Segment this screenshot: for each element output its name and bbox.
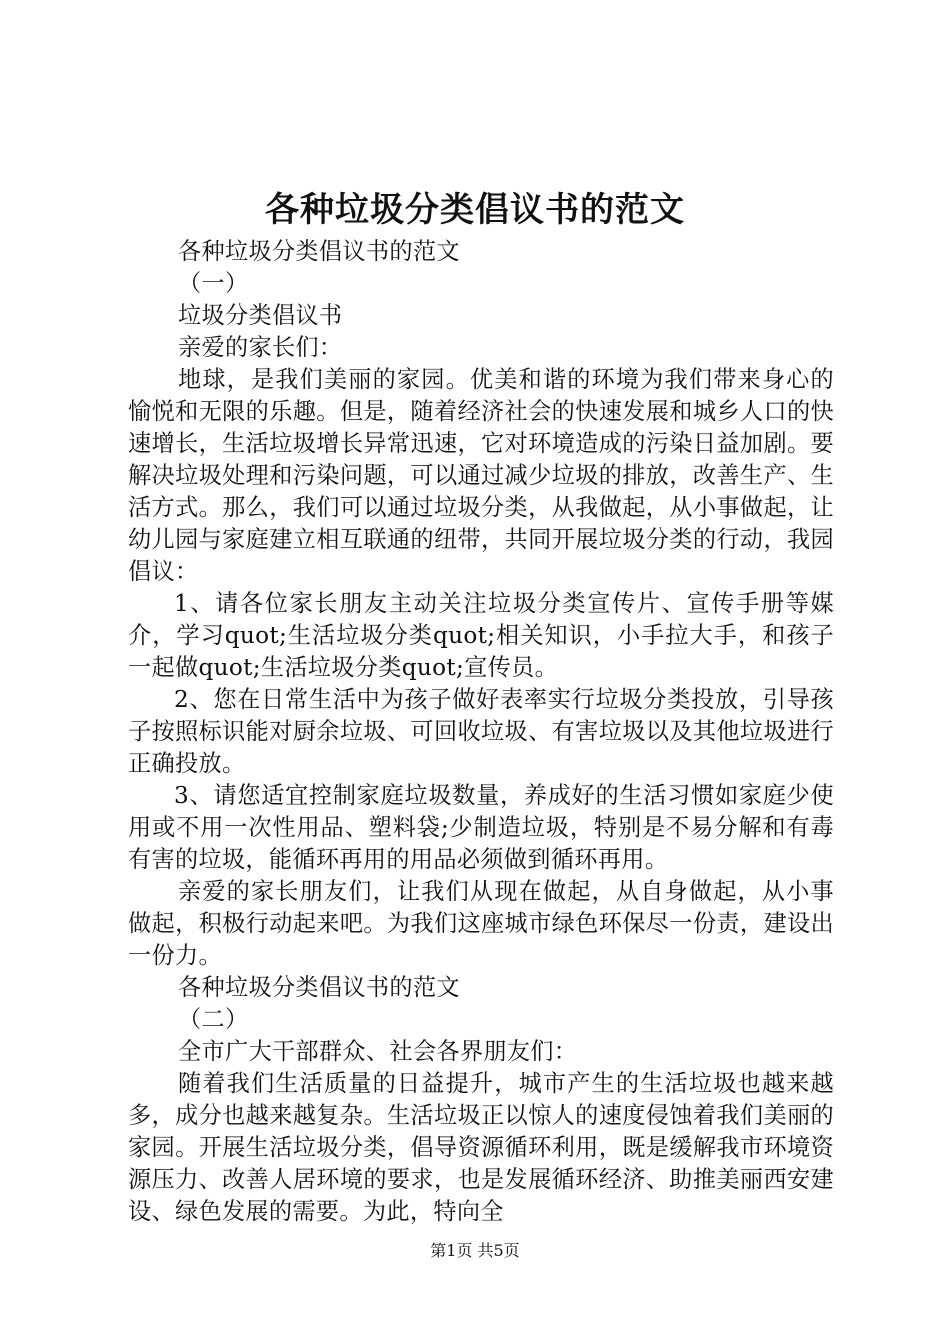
paragraph-second-intro: 随着我们生活质量的日益提升，城市产生的生活垃圾也越来越多，成分也越来越复杂。生活垃圾正以惊人的速度侵蚀着我们美丽的家园。开展生活垃圾分类，倡导资源循环利用，既是缓解我市环境资源压力、改善人居环境的要求，也是发展循环经济、助推美丽西安建设、绿色发展的需要。为此，特向全 [128,1070,834,1225]
proposal-item-3: 3、请您适宜控制家庭垃圾数量，养成好的生活习惯如家庭少使用或不用一次性用品、塑料袋;少制造垃圾，特别是不易分解和有毒有害的垃圾，能循环再用的用品必须做到循环再用。 [128,782,834,873]
salutation-1: 亲爱的家长们： [178,334,343,361]
page-number: 第1页 共5页 [430,1241,520,1260]
section-heading-1: 各种垃圾分类倡议书的范文 [178,238,460,265]
salutation-2: 全市广大干部群众、社会各界朋友们： [178,1038,578,1065]
paragraph-intro: 地球，是我们美丽的家园。优美和谐的环境为我们带来身心的愉悦和无限的乐趣。但是，随着经济社会的快速发展和城乡人口的快速增长，生活垃圾增长异常迅速，它对环境造成的污染日益加剧。要解决垃圾处理和污染问题，可以通过减少垃圾的排放，改善生产、生活方式。那么，我们可以通过垃圾分类，从我做起，从小事做起，让幼儿园与家庭建立相互联通的纽带，共同开展垃圾分类的行动，我园倡议： [128,366,834,585]
section-number-2: （二） [178,1006,249,1033]
section-heading-2: 各种垃圾分类倡议书的范文 [178,974,460,1001]
document-body [128,236,834,1228]
letter-title: 垃圾分类倡议书 [178,302,343,329]
section-number-1: （一） [178,270,249,297]
proposal-item-1: 1、请各位家长朋友主动关注垃圾分类宣传片、宣传手册等媒介，学习quot;生活垃圾分类quot;相关知识，小手拉大手，和孩子一起做quot;生活垃圾分类quot;宣传员。 [128,590,834,681]
proposal-item-2: 2、您在日常生活中为孩子做好表率实行垃圾分类投放，引导孩子按照标识能对厨余垃圾、可回收垃圾、有害垃圾以及其他垃圾进行正确投放。 [128,686,834,777]
document-title: 各种垃圾分类倡议书的范文 [265,190,685,230]
paragraph-closing: 亲爱的家长朋友们，让我们从现在做起，从自身做起，从小事做起，积极行动起来吧。为我们这座城市绿色环保尽一份责，建设出一份力。 [128,878,834,969]
